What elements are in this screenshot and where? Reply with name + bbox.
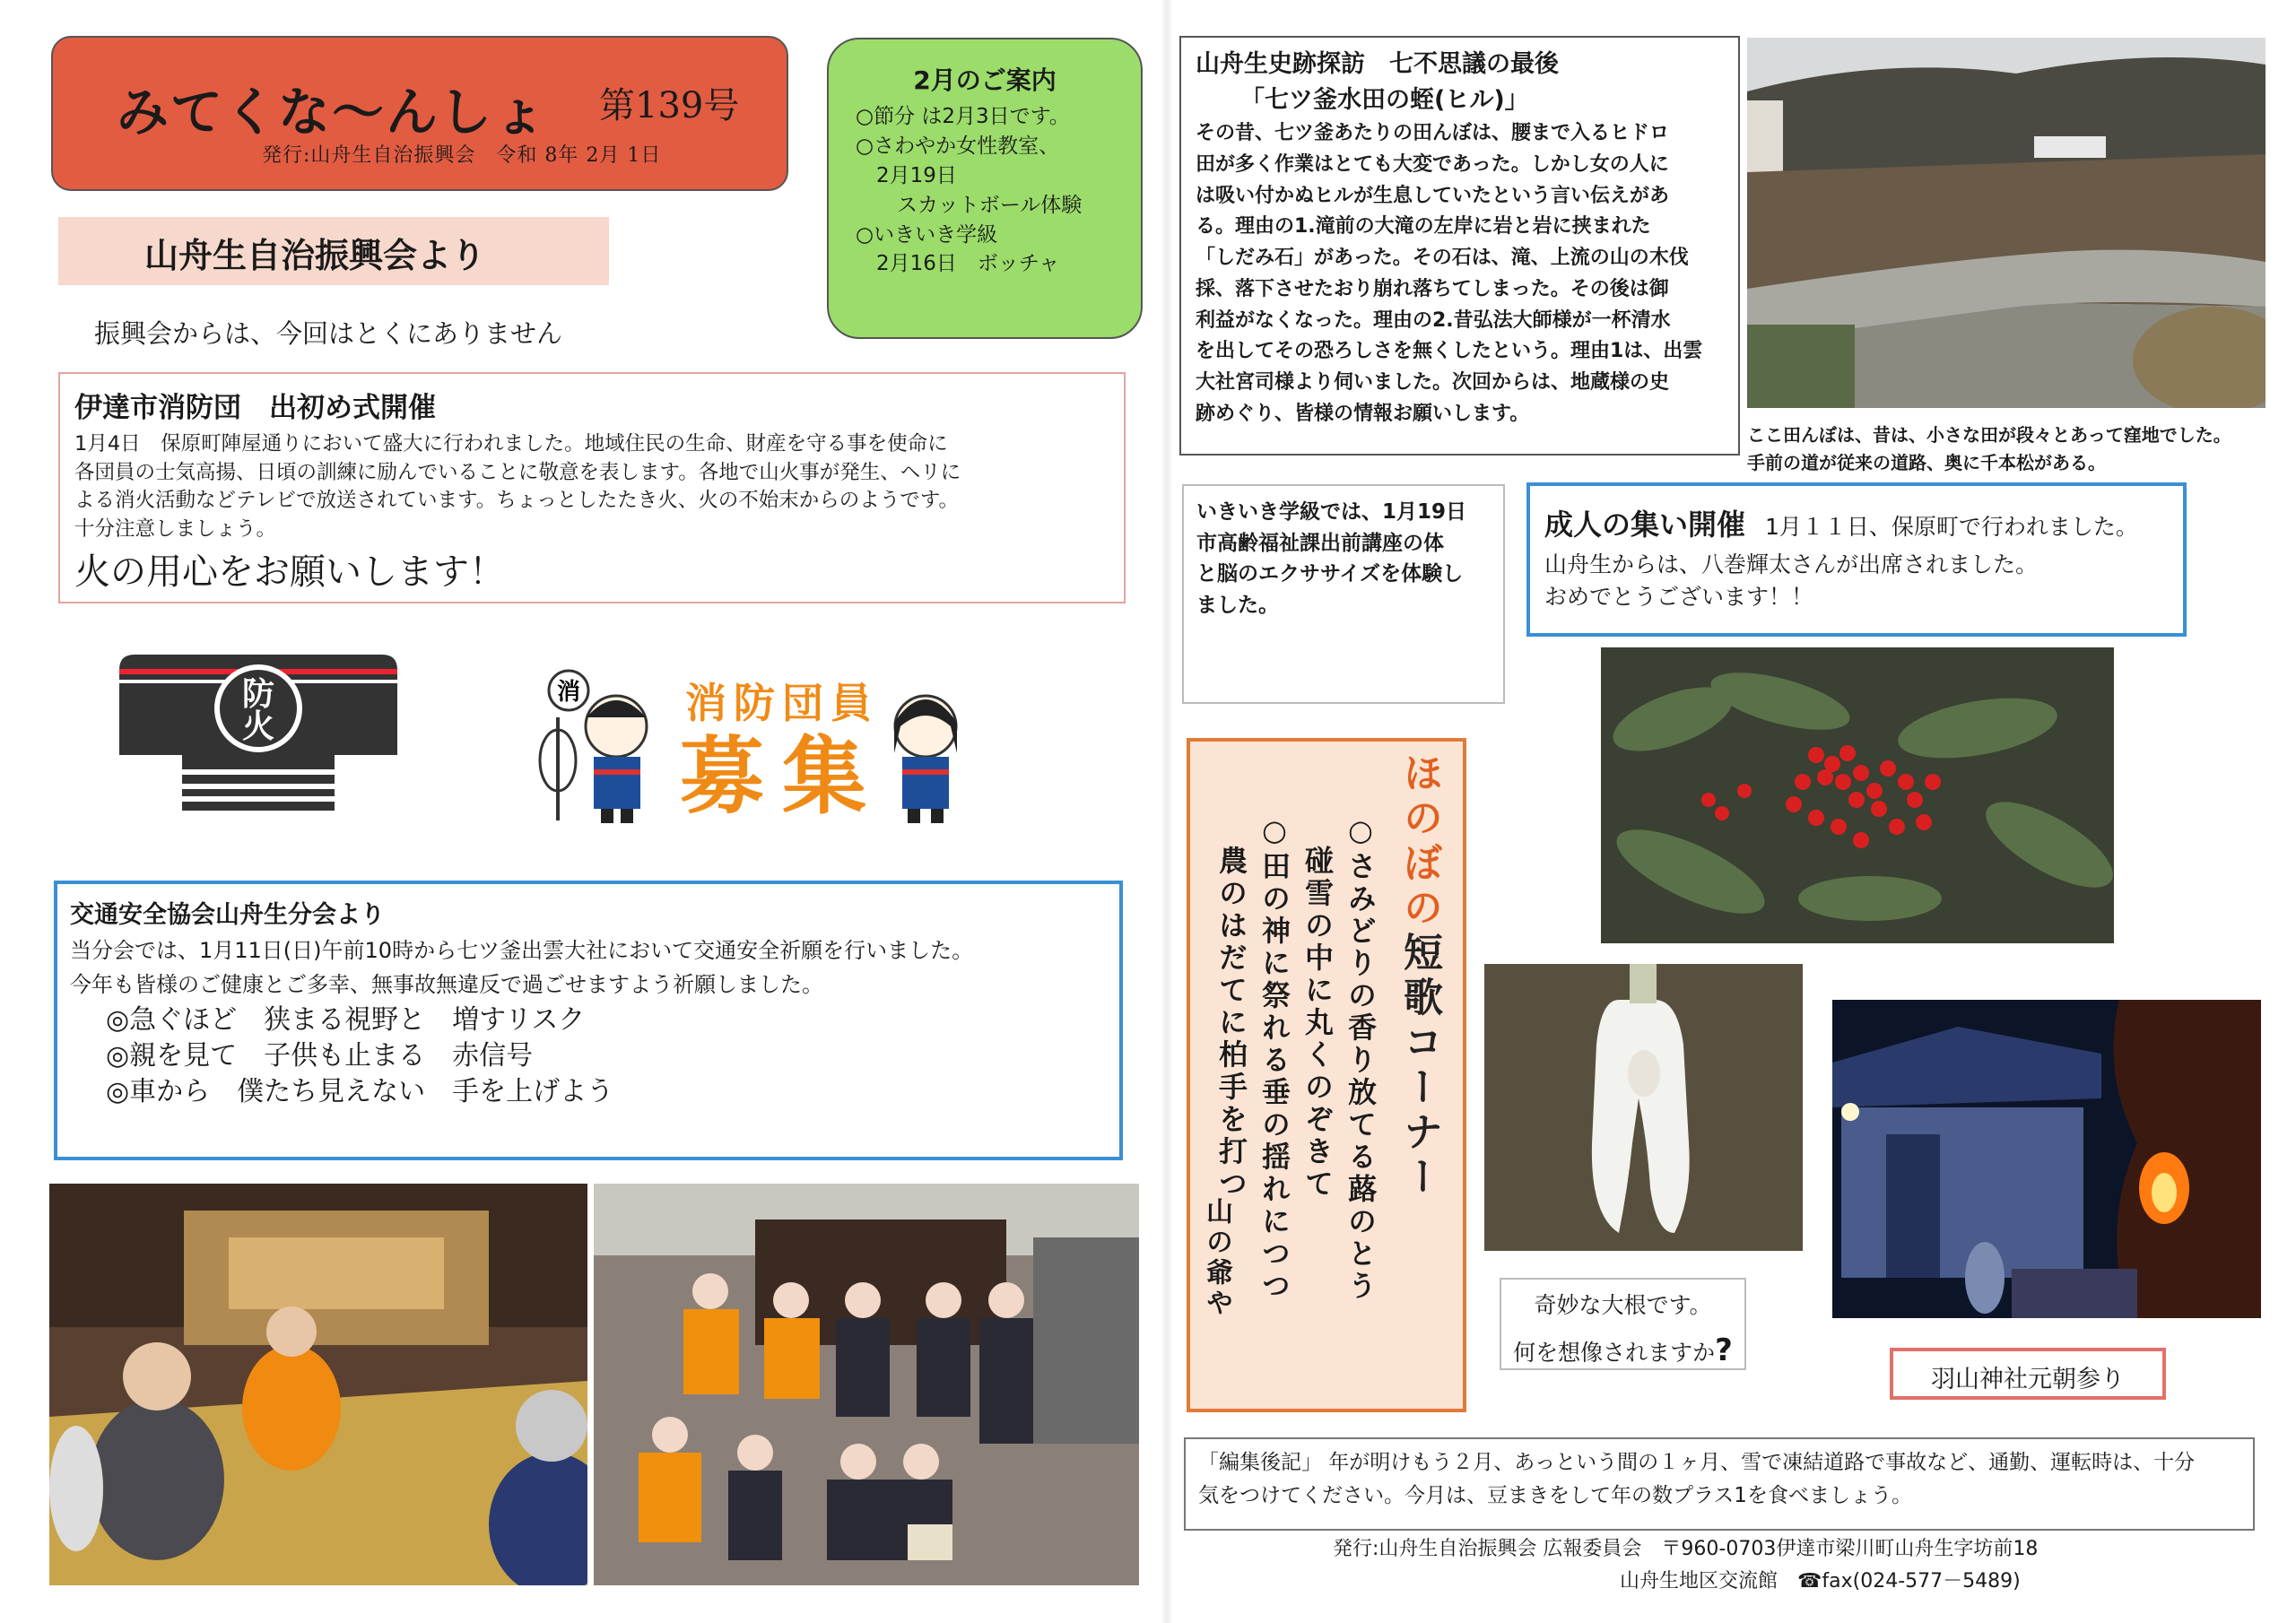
history-subheading: 「七ツ釜水田の蛭(ヒル)」 — [1240, 86, 1529, 115]
traffic-safety-article — [54, 881, 1123, 1160]
ikiiki-line: いきいき学級では、1月19日 — [1196, 500, 1467, 524]
happi-coat-illustration — [115, 647, 402, 818]
tanka-verse-2: 碰雪の中に丸くのぞきて — [1300, 813, 1335, 1201]
prayer-ceremony-photo — [49, 1184, 587, 1585]
february-guide — [827, 38, 1143, 339]
group-photo — [594, 1184, 1139, 1585]
guide-line: ○いきいき学級 — [856, 222, 998, 247]
fire-slogan: 火の用心をお願いします！ — [74, 551, 505, 593]
ikiiki-line: 市高齢福祉課出前講座の体 — [1196, 531, 1444, 555]
footer-line2: 山舟生地区交流館 ☎fax(024-577－5489) — [1620, 1570, 2021, 1593]
recruit-line1: 消防団員 — [685, 679, 879, 727]
history-line: 田が多く作業はとても大変であった。しかし女の人に — [1196, 152, 1669, 176]
guide-line: ○さわやか女性教室、 — [856, 134, 1060, 158]
adult-heading: 成人の集い開催 — [1544, 508, 1746, 542]
tanka-verse-1: ○さみどりの香り放てる蕗のとう — [1344, 813, 1378, 1303]
page-fold — [1161, 0, 1173, 1623]
tanka-corner — [1187, 738, 1466, 1412]
ikiiki-line: と脳のエクササイズを体験し — [1196, 562, 1464, 586]
guide-line: スカットボール体験 — [856, 193, 1083, 217]
coming-of-age-article — [1526, 482, 2187, 637]
traffic-line: 今年も皆様のご健康とご多幸、無事故無違反で過ごせますよう祈願しました。 — [70, 972, 823, 998]
history-line: る。理由の1.滝前の大滝の左岸に岩と岩に挟まれた — [1196, 215, 1651, 239]
editor-line: 「編集後記」 年が明けもう２月、あっという間の１ヶ月、雪で凍結道路で事故など、通勤、運転時は、十分 — [1198, 1451, 2196, 1474]
tanka-verse-4: 農のはだてに柏手を打つ — [1214, 813, 1248, 1201]
shrine-caption: 羽山神社元朝参り — [1890, 1348, 2166, 1400]
tanka-author: 山の爺や — [1201, 1197, 1232, 1319]
history-line: 利益がなくなった。理由の2.昔弘法大師様が一杯清水 — [1196, 308, 1671, 332]
tanka-verse-3: ○田の神に祭れる垂の揺れにつつ — [1257, 813, 1292, 1303]
adult-line: おめでとうございます！！ — [1544, 584, 1814, 611]
guide-heading: 2月のご案内 — [913, 65, 1057, 95]
issue-number: 第139号 — [599, 85, 740, 126]
footer-line1: 発行:山舟生自治振興会 広報委員会 〒960-0703伊達市梁川町山舟生字坊前18 — [1333, 1538, 2039, 1560]
daikon-caption — [1500, 1278, 1746, 1370]
history-line: 大社宮司様より伺いました。次回からは、地蔵様の史 — [1196, 371, 1670, 395]
history-line: 「しだみ石」があった。その石は、滝、上流の山の木伐 — [1196, 247, 1689, 270]
history-heading: 山舟生史跡探訪 七不思議の最後 — [1196, 50, 1559, 78]
happi-crest-bottom: 火 — [241, 708, 275, 745]
publisher-footer — [1333, 1533, 2038, 1599]
tanka-title-b: 短歌コーナー — [1396, 932, 1442, 1201]
history-line: は吸い付かぬヒルが生息していたという言い伝えがあ — [1196, 184, 1670, 207]
adult-line: 山舟生からは、八巻輝太さんが出席されました。 — [1544, 551, 2039, 577]
history-article — [1179, 36, 1740, 456]
field-caption — [1747, 421, 2285, 477]
recruit-badge: 消 — [556, 679, 581, 706]
field-caption-line: ここ田んぼは、昔は、小さな田が段々とあって窪地でした。 — [1747, 424, 2231, 446]
traffic-slogan: ◎急ぐほど 狭まる視野と 増すリスク — [106, 1003, 586, 1036]
editor-line: 気をつけてください。今月は、豆まきをして年の数プラス1を食べましょう。 — [1198, 1483, 1912, 1507]
guide-line: 2月19日 — [856, 163, 957, 187]
tanka-title — [1396, 752, 1442, 1201]
recruit-line2: 募集 — [679, 728, 885, 825]
fire-line: よる消火活動などテレビで放送されています。ちょっとしたたき火、火の不始末からのようです。 — [74, 489, 959, 512]
newsletter-title: みてくな〜んしょ — [117, 82, 548, 143]
traffic-slogan: ◎親を見て 子供も止まる 赤信号 — [106, 1039, 534, 1072]
rice-field-photo — [1747, 38, 2266, 408]
history-line: その昔、七ツ釜あたりの田んぼは、腰まで入るヒドロ — [1196, 122, 1670, 145]
shrine-night-photo — [1832, 1000, 2261, 1318]
fire-line: 1月4日 保原町陣屋通りにおいて盛大に行われました。地域住民の生命、財産を守る事を使命に — [74, 432, 948, 456]
fire-line: 各団員の士気高揚、日頃の訓練に励んでいることに敬意を表します。各地で山火事が発生、ヘリに — [74, 460, 961, 484]
question-mark: ? — [1715, 1332, 1733, 1368]
traffic-slogan: ◎車から 僕たち見えない 手を上げよう — [106, 1076, 614, 1108]
traffic-line: 当分会では、1月11日(日)午前10時から七ツ釜出雲大社において交通安全祈願を行いました。 — [70, 938, 974, 963]
history-line: を出してその恐ろしさを無くしたという。理由1は、出雲 — [1196, 340, 1703, 363]
fire-heading: 伊達市消防団 出初め式開催 — [74, 392, 436, 424]
ikiiki-line: ました。 — [1196, 593, 1279, 617]
tanka-title-a: ほのぼの — [1396, 752, 1442, 932]
nandina-photo — [1601, 647, 2114, 943]
fire-brigade-article — [58, 372, 1126, 603]
council-heading: 山舟生自治振興会より — [58, 217, 609, 285]
daikon-photo — [1484, 964, 1803, 1251]
editor-postscript — [1184, 1437, 2255, 1531]
council-text: 振興会からは、今回はとくにありません — [94, 318, 563, 349]
history-line: 採、落下させたおり崩れ落ちてしまった。その後は御 — [1196, 277, 1669, 300]
recruitment-illustration — [531, 664, 970, 825]
traffic-heading: 交通安全協会山舟生分会より — [70, 901, 385, 929]
daikon-line2: 何を想像されますか — [1513, 1339, 1716, 1366]
guide-line: 2月16日 ボッチャ — [856, 252, 1060, 276]
guide-line: ○節分 は2月3日です。 — [856, 105, 1070, 129]
history-line: 跡めぐり、皆様の情報お願いします。 — [1196, 402, 1530, 425]
daikon-line1: 奇妙な大根です。 — [1534, 1292, 1712, 1318]
ikiiki-article — [1182, 484, 1505, 704]
field-caption-line: 手前の道が従来の道路、奥に千本松がある。 — [1747, 452, 2106, 473]
happi-crest-top: 防 — [241, 676, 275, 713]
adult-date: 1月１１日、保原町で行われました。 — [1765, 514, 2138, 540]
fire-line: 十分注意しましょう。 — [74, 516, 277, 541]
publisher-line: 発行:山舟生自治振興会 令和 8年 2月 1日 — [262, 144, 662, 167]
